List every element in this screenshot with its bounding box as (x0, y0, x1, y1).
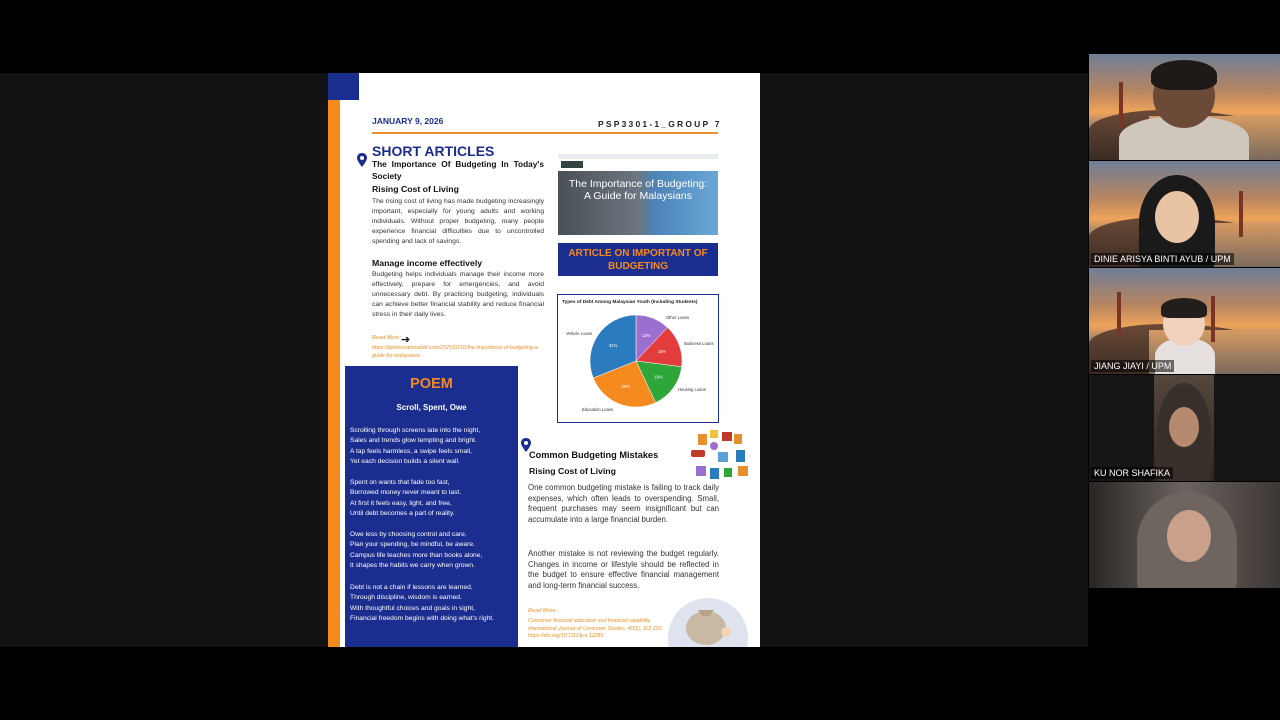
poem-heading: POEM (410, 376, 453, 392)
pie-value-label: 15% (657, 349, 667, 355)
blue-corner-decoration (328, 73, 359, 100)
poem-line: Sales and trends glow tempting and bright. (350, 437, 477, 445)
site-logo (561, 161, 583, 168)
participant-name: KU NOR SHAFIKA (1091, 467, 1173, 479)
pie-category-label: Other Loans (666, 315, 690, 320)
bridge-tower (1119, 82, 1123, 128)
participant-hair (1161, 298, 1207, 318)
bridge-tower (1117, 292, 1121, 338)
participant-tile-5[interactable] (1089, 482, 1280, 588)
mistakes-read-more: Read More : (528, 608, 559, 614)
poem-line: Borrowed money never meant to last. (350, 489, 462, 497)
poem-line: Plan your spending, be mindful, be aware. (350, 541, 475, 549)
poem-line: Yet each decision builds a silent wall. (350, 458, 460, 466)
participant-hair (1151, 60, 1217, 90)
section2-text: Budgeting helps individuals manage their income more effectively, prepare for emergencies, and avoid unnecessary debt. By practicing budgeting, individuals can achieve better financial stability and reduce financial stress in their daily lives. (372, 271, 544, 318)
poem-line: At first it feels easy, light, and free, (350, 499, 452, 507)
mistakes-para-2: Another mistake is not reviewing the budget regularly. Changes in income or lifestyle should be reflected in the budget to ensure effective financial management and long-term financial success. (528, 549, 719, 590)
poem-section (345, 366, 518, 647)
poem-line: Financial freedom begins with doing what's right. (350, 615, 495, 623)
participant-name: DINIE ARISYA BINTI AYUB / UPM (1091, 253, 1234, 265)
article-screenshot (558, 154, 718, 235)
poem-line: Through discipline, wisdom is earned. (350, 594, 462, 602)
poem-line: It shapes the habits we carry when grown. (350, 562, 475, 570)
participant-tile-2[interactable] (1089, 161, 1280, 267)
participant-face (1155, 191, 1199, 243)
pie-value-label: 12% (641, 332, 651, 338)
poem-line: Scrolling through screens late into the night, (350, 427, 481, 434)
pie-value-label: 26% (621, 384, 631, 390)
participant-tile-4[interactable] (1089, 375, 1280, 481)
poem-title: Scroll, Spent, Owe (396, 403, 467, 412)
section2-title: Manage income effectively (372, 258, 483, 268)
reference-link[interactable]: https://bpinternationaldd.com/2025/10/10/the-importance-of-budgeting-a-guide-for-malaysians (372, 345, 539, 359)
article-banner: ARTICLE ON IMPORTANT OF BUDGETING (558, 243, 718, 276)
pie-chart-svg (558, 295, 718, 422)
short-articles-subtitle: The Importance Of Budgeting In Today's Society (372, 159, 544, 181)
poem-line: Spent on wants that fade too fast, (350, 479, 450, 486)
mistakes-reference-link[interactable]: Consumer financial education and financial capability. International Journal of Consumer Studies, 40(1), 112-120. https://doi.org/10.1111/ijcs.12285 (528, 618, 663, 639)
article-thumb-title: The Importance of Budgeting: A Guide for Malaysians (568, 178, 708, 202)
section1-title: Rising Cost of Living (372, 184, 459, 194)
poem-line: A tap feels harmless, a swipe feels small, (350, 447, 472, 455)
poem-stanza-1 (350, 426, 518, 468)
bridge-tower (1239, 191, 1243, 237)
pie-category-label: Business Loans (684, 341, 714, 346)
poem-stanza-3 (350, 530, 518, 572)
poem-line: Debt is not a chain if lessons are learned, (350, 584, 473, 591)
orange-side-bar (328, 100, 340, 647)
short-articles-heading: SHORT ARTICLES (372, 143, 495, 159)
read-more-label: Read More: (372, 335, 401, 341)
section1-text: The rising cost of living has made budgeting increasingly important, especially for young adults and working individuals. Without proper budgeting, many people experience financial difficulties due to uncontrolled spending and lack of savings. (372, 198, 544, 245)
pie-value-label: 16% (654, 374, 663, 380)
mistakes-para-1: One common budgeting mistake is failing to track daily expenses, which often leads to overspending. Small, frequent purchases may seem insignificant but can accumulate into a large financial burden. (528, 483, 719, 524)
newsletter-date: JANUARY 9, 2026 (372, 116, 444, 126)
poem-stanza-2 (350, 478, 518, 520)
debt-pie-chart (557, 294, 719, 423)
pie-category-label: Education Loans (582, 407, 614, 412)
participant-face (1169, 407, 1199, 447)
mistakes-title: Common Budgeting Mistakes (529, 450, 659, 460)
pie-value-label: 31% (608, 342, 618, 348)
participant-tile-1[interactable] (1089, 54, 1280, 160)
arrow-cursor-icon: ➔ (401, 334, 411, 346)
poem-line: Until debt becomes a part of reality. (350, 510, 455, 518)
participant-name: JIANG JIAYI / UPM (1091, 360, 1174, 372)
chart-title: Types of Debt Among Malaysian Youth (Including Students) (562, 300, 698, 305)
poem-stanza-4 (350, 583, 518, 625)
shopping-illustration-icon (688, 428, 753, 484)
pie-category-label: Housing Loans (678, 387, 706, 392)
mistakes-subtitle: Rising Cost of Living (529, 466, 616, 476)
shared-newsletter-page (328, 73, 760, 647)
participant-face (1167, 510, 1211, 562)
poem-line: Owe less by choosing control and care, (350, 531, 467, 538)
header-rule (372, 132, 718, 134)
bridge-tower (1211, 296, 1215, 342)
group-label: PSP3301-1_GROUP 7 (598, 119, 722, 129)
participant-tile-3[interactable] (1089, 268, 1280, 374)
poem-line: With thoughtful choices and goals in sight, (350, 604, 475, 612)
poem-line: Campus life teaches more than books alone, (350, 551, 483, 559)
debt-sack-illustration-icon (668, 598, 748, 647)
location-pin-icon (357, 153, 367, 167)
pie-category-label: Vehicle Loans (566, 331, 593, 336)
